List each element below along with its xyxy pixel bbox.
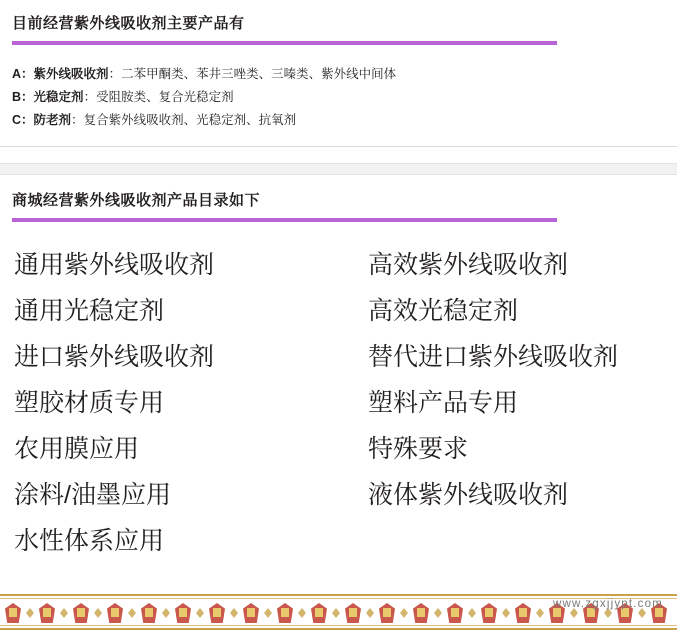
ornament-motif-core <box>145 608 153 617</box>
ornament-diamond-icon <box>298 608 306 618</box>
catalog-item[interactable]: 通用光稳定剂 <box>14 297 165 325</box>
footer-ornament-band <box>0 588 677 636</box>
ornament-diamond-icon <box>94 608 102 618</box>
ornament-motif-core <box>281 608 289 617</box>
ornament-motif-core <box>111 608 119 617</box>
ornament-motif-core <box>179 608 187 617</box>
ornament-motif-core <box>213 608 221 617</box>
ornament-motif-icon <box>442 601 468 625</box>
catalog-item[interactable]: 水性体系应用 <box>14 527 165 555</box>
ornament-diamond-icon <box>400 608 408 618</box>
row-value: ：受阻胺类、复合光稳定剂 <box>83 90 234 104</box>
ornament-motif-core <box>77 608 85 617</box>
row-value: ：复合紫外线吸收剂、光稳定剂、抗氧剂 <box>71 113 297 127</box>
row-label: 光稳定剂 <box>33 90 84 104</box>
ornament-diamond-icon <box>536 608 544 618</box>
row-separator: ： <box>21 67 34 81</box>
ornament-motif-icon <box>272 601 298 625</box>
section-two-accent-rule <box>12 218 557 222</box>
row-label: 紫外线吸收剂 <box>33 67 109 81</box>
catalog-item-empty <box>364 518 671 564</box>
ornament-motif-core <box>349 608 357 617</box>
ornament-diamond-icon <box>502 608 510 618</box>
row-separator: ： <box>21 113 34 127</box>
ornament-diamond-icon <box>162 608 170 618</box>
ornament-motif-core <box>43 608 51 617</box>
catalog-item[interactable]: 高效紫外线吸收剂 <box>368 251 569 279</box>
ornament-rule-thin-bottom <box>0 625 677 626</box>
catalog-grid <box>0 242 677 564</box>
ornament-diamond-icon <box>332 608 340 618</box>
row-key: A <box>12 67 22 81</box>
catalog-item[interactable]: 农用膜应用 <box>14 435 140 463</box>
product-type-row <box>12 109 665 132</box>
product-type-row <box>12 86 665 109</box>
ornament-motif-core <box>9 608 17 617</box>
section-one-heading: 目前经营紫外线吸收剂主要产品有 <box>12 15 245 32</box>
site-watermark: www.zgxjjypt.com <box>553 598 663 610</box>
ornament-motif-icon <box>374 601 400 625</box>
section-two-heading-wrap <box>0 191 677 222</box>
catalog-item[interactable]: 通用紫外线吸收剂 <box>14 251 215 279</box>
catalog-item[interactable]: 进口紫外线吸收剂 <box>14 343 215 371</box>
row-label: 防老剂 <box>33 113 72 127</box>
ornament-motif-core <box>417 608 425 617</box>
catalog-item[interactable]: 液体紫外线吸收剂 <box>368 481 569 509</box>
ornament-motif-icon <box>0 601 26 625</box>
section-two-heading: 商城经营紫外线吸收剂产品目录如下 <box>12 192 261 209</box>
ornament-motif-icon <box>136 601 162 625</box>
catalog-item[interactable]: 涂料/油墨应用 <box>14 481 171 509</box>
ornament-diamond-icon <box>128 608 136 618</box>
ornament-motif-core <box>315 608 323 617</box>
ornament-rule-bottom <box>0 628 677 630</box>
product-type-list <box>0 45 677 146</box>
gray-separator-band <box>0 163 677 175</box>
product-type-row <box>12 63 665 86</box>
section-products-overview <box>0 0 677 146</box>
ornament-diamond-icon <box>434 608 442 618</box>
row-separator: ： <box>21 90 34 104</box>
ornament-diamond-icon <box>196 608 204 618</box>
ornament-motif-icon <box>68 601 94 625</box>
ornament-motif-core <box>383 608 391 617</box>
ornament-motif-icon <box>238 601 264 625</box>
ornament-motif-icon <box>476 601 502 625</box>
ornament-motif-core <box>451 608 459 617</box>
catalog-item[interactable]: 塑料产品专用 <box>368 389 519 417</box>
ornament-diamond-icon <box>26 608 34 618</box>
ornament-motif-icon <box>34 601 60 625</box>
ornament-diamond-icon <box>468 608 476 618</box>
ornament-motif-icon <box>204 601 230 625</box>
catalog-item[interactable]: 特殊要求 <box>368 435 469 463</box>
ornament-diamond-icon <box>60 608 68 618</box>
ornament-motif-icon <box>340 601 366 625</box>
ornament-motif-icon <box>102 601 128 625</box>
ornament-rule-top <box>0 594 677 596</box>
section-one-heading-wrap <box>0 14 677 45</box>
ornament-diamond-icon <box>230 608 238 618</box>
ornament-motif-icon <box>170 601 196 625</box>
ornament-diamond-icon <box>264 608 272 618</box>
section-gap <box>0 147 677 163</box>
row-value: ：二苯甲酮类、苯井三唑类、三嗪类、紫外线中间体 <box>108 67 397 81</box>
section-catalog <box>0 175 677 564</box>
ornament-diamond-icon <box>366 608 374 618</box>
catalog-item[interactable]: 高效光稳定剂 <box>368 297 519 325</box>
catalog-item[interactable]: 塑胶材质专用 <box>14 389 165 417</box>
ornament-motif-core <box>247 608 255 617</box>
row-key: C <box>12 113 22 127</box>
catalog-item[interactable]: 替代进口紫外线吸收剂 <box>368 343 619 371</box>
ornament-motif-core <box>485 608 493 617</box>
row-key: B <box>12 90 22 104</box>
ornament-motif-core <box>519 608 527 617</box>
ornament-motif-icon <box>408 601 434 625</box>
ornament-motif-icon <box>306 601 332 625</box>
ornament-motif-icon <box>510 601 536 625</box>
